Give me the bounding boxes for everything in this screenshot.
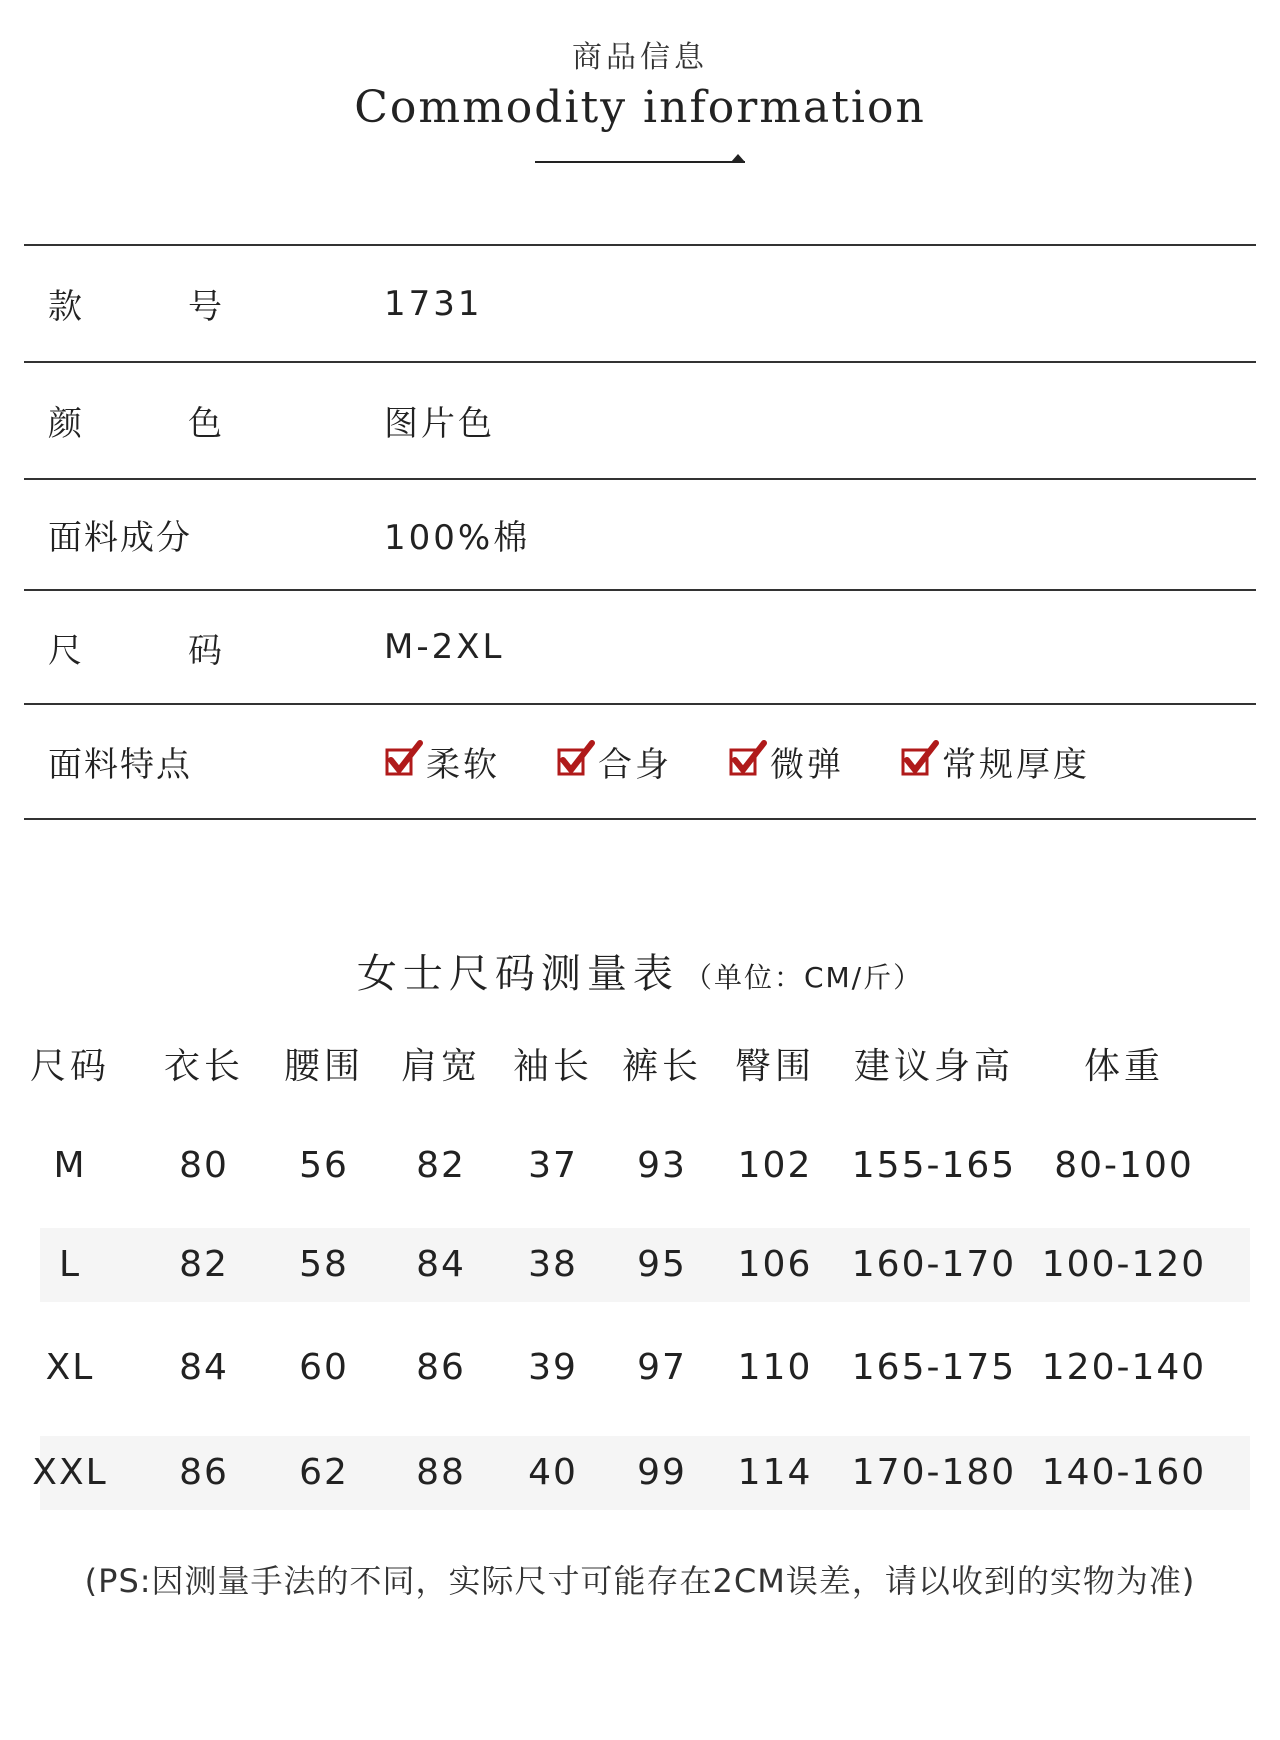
- table-cell: 102: [737, 1145, 813, 1186]
- info-label-part: 尺: [48, 630, 84, 671]
- table-cell: 37: [528, 1145, 578, 1186]
- feature-item: [900, 737, 1090, 786]
- feature-label: 微弹: [770, 745, 844, 785]
- table-cell: 110: [737, 1347, 813, 1388]
- table-cell: 165-175: [851, 1347, 1017, 1388]
- table-cell: 106: [737, 1244, 813, 1285]
- header-title-en: Commodity information: [354, 82, 926, 133]
- info-label: [24, 396, 384, 445]
- checkbox-checked-icon: [900, 738, 940, 778]
- header-divider: [535, 154, 745, 168]
- checkbox-checked-icon: [384, 738, 424, 778]
- table-header-cell: 肩宽: [400, 1046, 481, 1087]
- info-value: 1731: [384, 283, 483, 324]
- info-label: 面料特点: [48, 745, 192, 785]
- table-header-cell: 体重: [1083, 1046, 1164, 1087]
- checkbox-checked-icon: [728, 738, 768, 778]
- table-cell: 120-140: [1041, 1347, 1207, 1388]
- table-cell: 99: [637, 1452, 687, 1493]
- triangle-icon: [731, 154, 745, 162]
- info-row-size: [24, 591, 1256, 705]
- section-header: [0, 38, 1280, 168]
- info-label: 面料成分: [48, 518, 192, 558]
- measurement-note: (PS:因测量手法的不同，实际尺寸可能存在2CM误差，请以收到的实物为准): [84, 1562, 1196, 1600]
- feature-item: [384, 737, 500, 786]
- info-label-part: 颜: [48, 404, 84, 444]
- info-label: [24, 279, 384, 328]
- table-cell: 84: [179, 1347, 229, 1388]
- info-label-part: 色: [188, 404, 224, 444]
- size-chart-unit: （单位：CM/斤）: [683, 961, 924, 994]
- table-cell: 140-160: [1041, 1452, 1207, 1493]
- table-cell: 155-165: [851, 1145, 1017, 1186]
- info-label-part: 号: [188, 287, 224, 327]
- table-header-row: [29, 1030, 1250, 1104]
- info-row-features: [24, 705, 1256, 820]
- info-label-part: 码: [188, 630, 224, 671]
- table-row: [40, 1228, 1250, 1302]
- table-header-cell: 建议身高: [853, 1046, 1014, 1087]
- table-cell: 97: [637, 1347, 687, 1388]
- table-cell: 100-120: [1041, 1244, 1207, 1285]
- info-value: 图片色: [384, 404, 495, 444]
- product-info-table: [24, 244, 1256, 820]
- header-title-cn: 商品信息: [572, 40, 708, 75]
- feature-label: 柔软: [426, 745, 500, 785]
- table-cell: XXL: [32, 1452, 108, 1493]
- feature-item: [556, 737, 672, 786]
- table-cell: M: [53, 1145, 87, 1186]
- table-header-cell: 裤长: [621, 1046, 702, 1087]
- table-header-cell: 袖长: [512, 1046, 593, 1087]
- table-cell: 170-180: [851, 1452, 1017, 1493]
- info-value: 100%棉: [384, 518, 531, 558]
- feature-item: [728, 737, 844, 786]
- info-row-color: [24, 363, 1256, 480]
- table-cell: 58: [299, 1244, 349, 1285]
- table-cell: 86: [179, 1452, 229, 1493]
- table-cell: 80: [179, 1145, 229, 1186]
- info-row-material: [24, 480, 1256, 591]
- table-cell: 62: [299, 1452, 349, 1493]
- table-cell: 160-170: [851, 1244, 1017, 1285]
- table-cell: 93: [637, 1145, 687, 1186]
- table-row: [40, 1129, 1250, 1203]
- table-cell: 56: [299, 1145, 349, 1186]
- table-cell: 82: [416, 1145, 466, 1186]
- table-header-cell: 衣长: [163, 1046, 244, 1087]
- feature-label: 常规厚度: [942, 745, 1090, 785]
- table-cell: 86: [416, 1347, 466, 1388]
- size-chart-title-text: 女士尺码测量表: [356, 951, 679, 997]
- table-header-cell: 腰围: [283, 1046, 364, 1087]
- table-cell: L: [58, 1244, 82, 1285]
- table-cell: 60: [299, 1347, 349, 1388]
- table-cell: 80-100: [1054, 1145, 1194, 1186]
- table-cell: 38: [528, 1244, 578, 1285]
- table-cell: 114: [737, 1452, 813, 1493]
- table-row: [40, 1331, 1250, 1405]
- table-cell: 39: [528, 1347, 578, 1388]
- table-row: [32, 1436, 1250, 1510]
- table-cell: 95: [637, 1244, 687, 1285]
- info-label: [24, 623, 384, 672]
- table-cell: 84: [416, 1244, 466, 1285]
- table-cell: 82: [179, 1244, 229, 1285]
- table-cell: 88: [416, 1452, 466, 1493]
- table-cell: 40: [528, 1452, 578, 1493]
- size-chart-title: [0, 942, 1280, 999]
- table-cell: XL: [45, 1347, 95, 1388]
- info-row-style-number: [24, 246, 1256, 363]
- info-label-part: 款: [48, 287, 84, 327]
- checkbox-checked-icon: [556, 738, 596, 778]
- table-header-cell: 尺码: [29, 1046, 110, 1087]
- info-value: M-2XL: [384, 627, 505, 667]
- table-header-cell: 臀围: [734, 1046, 815, 1087]
- feature-list: [384, 737, 1146, 786]
- feature-label: 合身: [598, 745, 672, 785]
